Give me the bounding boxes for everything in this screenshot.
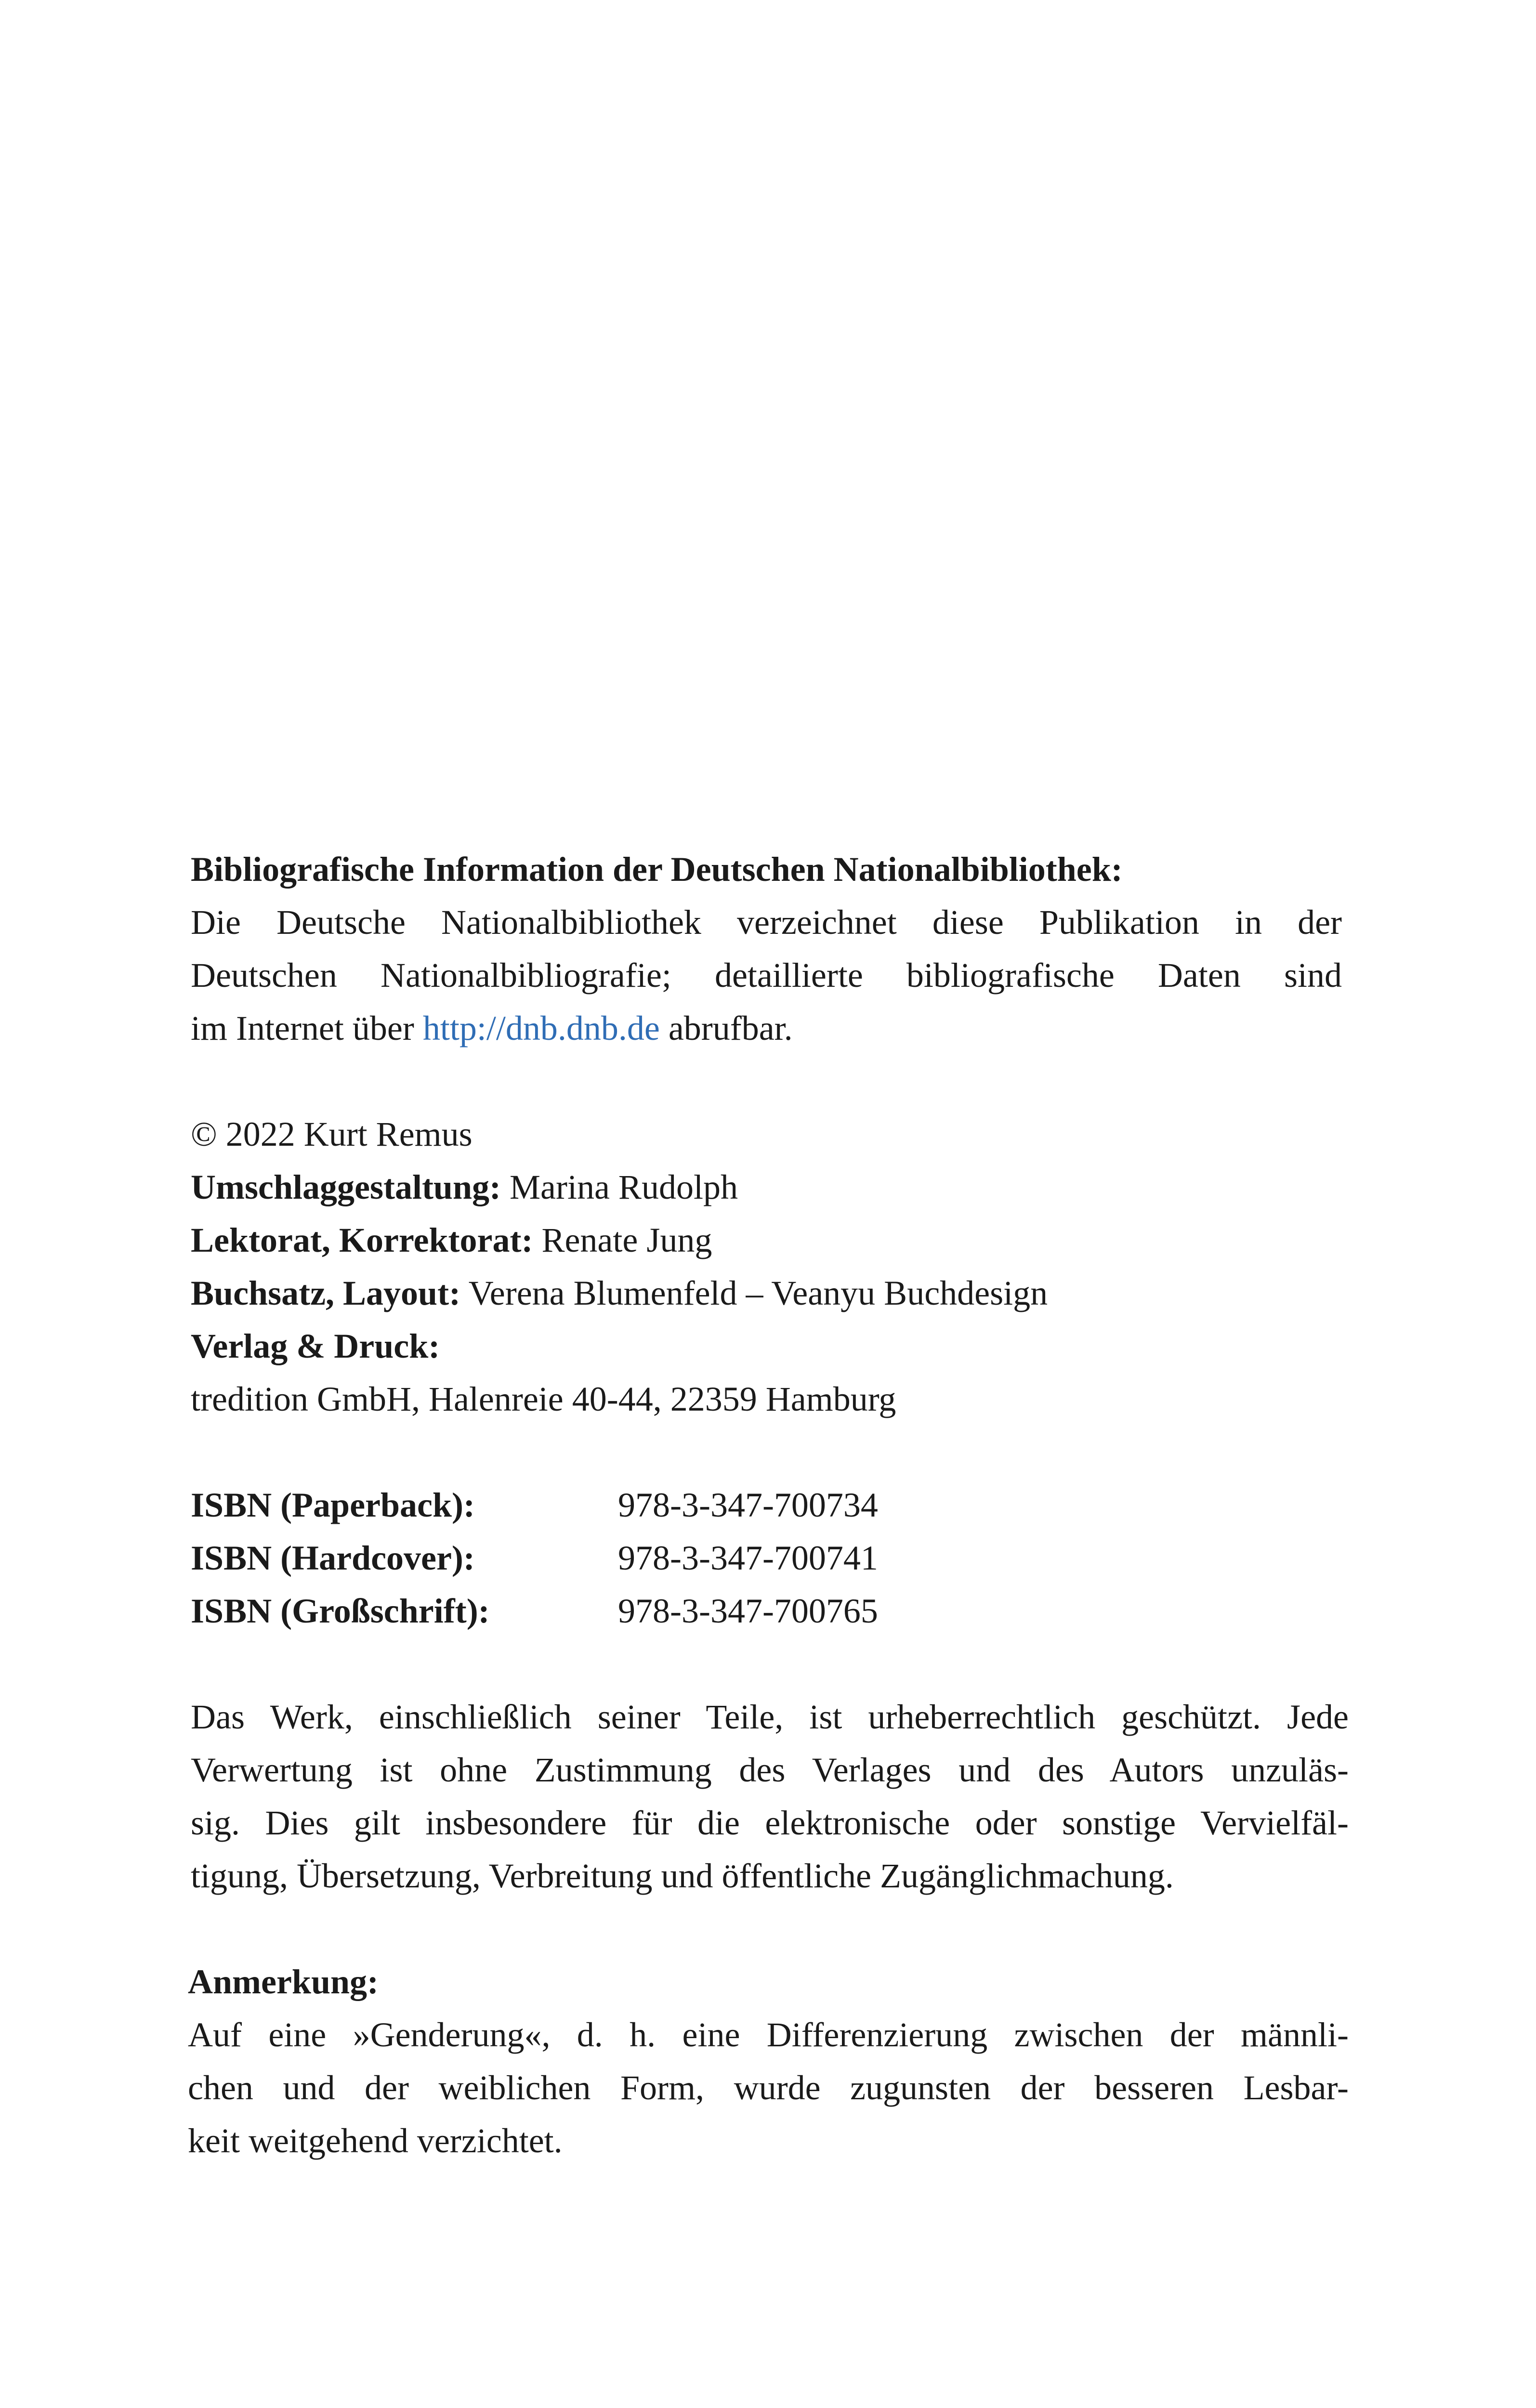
bibliography-line-2: Deutschen Nationalbibliografie; detaillierte bibliografische Daten sind bbox=[191, 956, 1342, 995]
typesetting-value: Verena Blumenfeld – Veanyu Buchdesign bbox=[460, 1274, 1048, 1312]
isbn-section bbox=[191, 1479, 1342, 1637]
copyright-notice-line-1: Das Werk, einschließlich seiner Teile, ist urheberrechtlich geschützt. Jede bbox=[191, 1698, 1349, 1736]
bibliography-line-3-suffix: abrufbar. bbox=[659, 1009, 793, 1047]
isbn-label: ISBN (Paperback): bbox=[191, 1486, 475, 1524]
note-line-3: keit weitgehend verzichtet. bbox=[188, 2121, 563, 2160]
copyright-line: © 2022 Kurt Remus bbox=[191, 1115, 473, 1153]
bibliography-line-1: Die Deutsche Nationalbibliothek verzeichnet diese Publikation in der bbox=[191, 903, 1342, 942]
isbn-label: ISBN (Großschrift): bbox=[191, 1592, 490, 1630]
bibliography-line-3-prefix: im Internet über bbox=[191, 1009, 423, 1047]
note-line-2: chen und der weiblichen Form, wurde zugunsten der besseren Lesbar- bbox=[188, 2068, 1349, 2107]
bibliography-heading: Bibliografische Information der Deutschen Nationalbibliothek: bbox=[191, 850, 1123, 889]
copyright-notice-line-4: tigung, Übersetzung, Verbreitung und öffentliche Zugänglichmachung. bbox=[191, 1857, 1174, 1895]
editing-value: Renate Jung bbox=[533, 1221, 712, 1259]
copyright-notice-line-3: sig. Dies gilt insbesondere für die elektronische oder sonstige Vervielfäl- bbox=[191, 1804, 1349, 1842]
editing-label: Lektorat, Korrektorat: bbox=[191, 1221, 533, 1259]
publisher-label: Verlag & Druck: bbox=[191, 1327, 440, 1365]
cover-design-value: Marina Rudolph bbox=[501, 1168, 738, 1206]
isbn-value: 978-3-347-700765 bbox=[618, 1592, 878, 1630]
typesetting-line bbox=[191, 1267, 1342, 1320]
isbn-value: 978-3-347-700741 bbox=[618, 1539, 878, 1577]
isbn-label: ISBN (Hardcover): bbox=[191, 1539, 475, 1577]
publisher-value: tredition GmbH, Halenreie 40-44, 22359 Hamburg bbox=[191, 1380, 896, 1418]
credits-section bbox=[191, 1108, 1342, 1426]
note-line-1: Auf eine »Genderung«, d. h. eine Differenzierung zwischen der männli- bbox=[188, 2015, 1349, 2054]
bibliography-line-3 bbox=[191, 1002, 1342, 1055]
copyright-notice-line-2: Verwertung ist ohne Zustimmung des Verlages und des Autors unzuläs- bbox=[191, 1751, 1349, 1789]
editing-line bbox=[191, 1214, 1342, 1267]
isbn-row-paperback bbox=[191, 1479, 1342, 1531]
dnb-link[interactable]: http://dnb.dnb.de bbox=[422, 1009, 660, 1047]
cover-design-line bbox=[191, 1161, 1342, 1214]
isbn-value: 978-3-347-700734 bbox=[618, 1486, 878, 1524]
typesetting-label: Buchsatz, Layout: bbox=[191, 1274, 461, 1312]
isbn-row-hardcover bbox=[191, 1531, 1342, 1584]
copyright-notice-section bbox=[191, 1690, 1349, 1902]
note-heading: Anmerkung: bbox=[188, 1963, 379, 2001]
note-section bbox=[188, 1955, 1349, 2167]
isbn-row-large-print bbox=[191, 1584, 1342, 1637]
cover-design-label: Umschlaggestaltung: bbox=[191, 1168, 501, 1206]
bibliography-section bbox=[191, 843, 1342, 1055]
